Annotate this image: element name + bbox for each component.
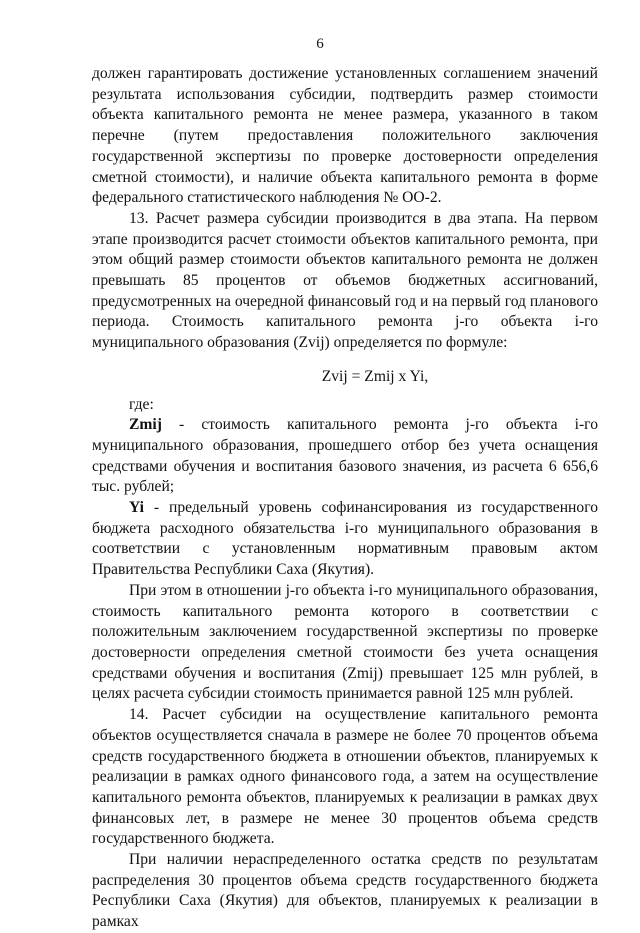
definition-yi-text: - предельный уровень софинансирования из государственного бюджета расходного обязательства i-го муниципального образования в соответствии с установленным нормативным правовым актом Правительства Республики Саха (Якутия).: [92, 499, 598, 579]
definition-yi: [92, 498, 598, 581]
term-zmij: Zmij: [129, 416, 162, 434]
document-body: [92, 64, 598, 933]
definition-zmij-text: - стоимость капитального ремонта j-го объекта i-го муниципального образования, прошедшего отбор без учета оснащения средствами обучения и воспитания базового значения, из расчета 6 656,6 тыс. рублей;: [92, 416, 598, 496]
paragraph-cost-cap: При этом в отношении j-го объекта i-го муниципального образования, стоимость капитального ремонта которого в соответствии с положительным заключением государственной экспертизы по проверке достоверности определения сметной стоимости без учета оснащения средствами обучения и воспитания (Zmij) превышает 125 млн рублей, в целях расчета субсидии стоимость принимается равной 125 млн рублей.: [92, 581, 598, 703]
paragraph-remainder: При наличии нераспределенного остатка средств по результатам распределения 30 процентов объема средств государственного бюджета Республики Саха (Якутия) для объектов, планируемых к реализации в рамках: [92, 851, 598, 931]
paragraph-14: 14. Расчет субсидии на осуществление капитального ремонта объектов осуществляется сначала в размере не более 70 процентов объема средств государственного бюджета в отношении объектов, планируемых к реализации в рамках одного финансового года, а затем на осуществление капитального ремонта объектов, планируемых к реализации в рамках двух финансовых лет, в размере не менее 30 процентов объема средств государственного бюджета.: [92, 706, 598, 848]
definition-zmij: [92, 415, 598, 498]
page-number: 6: [316, 36, 324, 52]
where-label: где:: [129, 395, 154, 413]
formula: Zvij = Zmij x Yi,: [321, 367, 429, 385]
paragraph-continuation: должен гарантировать достижение установленных соглашением значений результата использования субсидии, подтвердить размер стоимости объекта капитального ремонта не менее размера, указанного в таком перечне (путем предоставления положительного заключения государственной экспертизы по проверке достоверности определения сметной стоимости), и наличие объекта капитального ремонта в форме федерального статистического наблюдения № ОО-2.: [92, 65, 598, 207]
term-yi: Yi: [129, 499, 145, 517]
paragraph-13: 13. Расчет размера субсидии производится в два этапа. На первом этапе производится расчет стоимости объектов капитального ремонта, при этом общий размер стоимости объектов капитального ремонта не должен превышать 85 процентов от объемов бюджетных ассигнований, предусмотренных на очередной финансовый год и на первый год планового периода. Стоимость капитального ремонта j-го объекта i-го муниципального образования (Zvij) определяется по формуле:: [92, 209, 598, 352]
